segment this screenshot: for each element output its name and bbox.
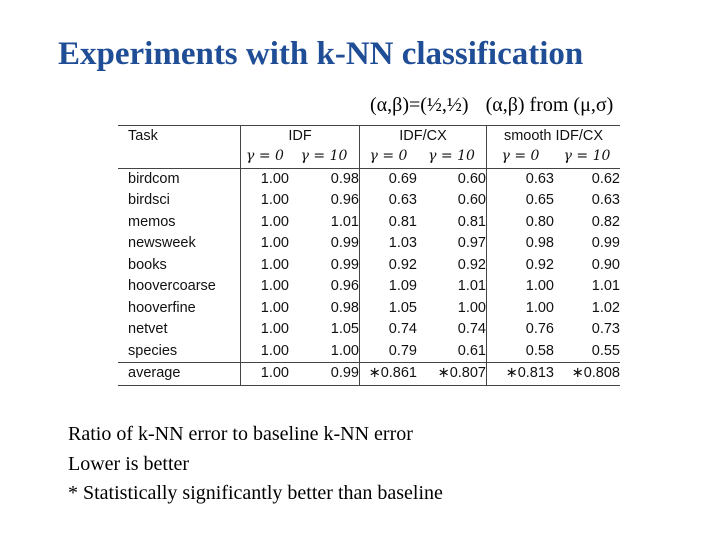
table-cell: 0.73 <box>591 321 620 337</box>
table-cell: 1.00 <box>241 168 290 190</box>
table-cell: 0.65 <box>487 190 555 212</box>
table-cell: 1.00 <box>241 212 290 234</box>
table-cell: 0.92 <box>360 255 418 277</box>
group-header-smooth-idf-cx: smooth IDF/CX <box>487 126 621 147</box>
group-header-row <box>118 126 620 147</box>
table-cell: 0.92 <box>457 256 486 273</box>
table-cell: ∗0.807 <box>417 363 487 386</box>
table-cell: 1.00 <box>487 298 555 320</box>
params-estimated-label: (α,β) from (μ,σ) <box>485 94 614 116</box>
note-significance: * Statistically significantly better than baseline <box>68 482 443 504</box>
table-cell: 1.05 <box>360 298 418 320</box>
table-row <box>118 298 620 320</box>
table-cell: 0.62 <box>591 170 620 187</box>
gamma-header: γ = 0 <box>360 146 418 168</box>
table-cell: 1.00 <box>487 276 555 298</box>
gamma-header: γ = 10 <box>289 146 360 168</box>
table-cell: 1.05 <box>330 321 359 337</box>
task-name: newsweek <box>128 235 196 251</box>
table-cell: 0.98 <box>330 299 359 316</box>
table-cell: 1.09 <box>360 276 418 298</box>
table-row <box>118 319 620 341</box>
table-cell: 0.90 <box>591 256 620 273</box>
table-cell: 0.60 <box>457 170 486 187</box>
table-row <box>118 233 620 255</box>
table-cell: 0.61 <box>457 342 486 359</box>
table-cell: 0.69 <box>360 168 418 190</box>
task-name: birdcom <box>128 170 180 187</box>
slide-title: Experiments with k-NN classification <box>58 36 584 72</box>
gamma-header: γ = 10 <box>417 146 487 168</box>
table-cell: 0.63 <box>360 190 418 212</box>
table-cell: 0.82 <box>591 213 620 230</box>
task-header-spacer <box>118 146 241 168</box>
table-row <box>118 276 620 298</box>
table-cell: 1.01 <box>591 278 620 294</box>
table-row <box>118 212 620 234</box>
gamma-header: γ = 0 <box>487 146 555 168</box>
table-cell: 1.01 <box>330 213 359 230</box>
table-cell: 0.99 <box>330 256 359 273</box>
parameter-settings <box>370 94 613 117</box>
table-cell: 0.79 <box>360 341 418 363</box>
table-cell: 0.60 <box>457 192 486 208</box>
params-fixed-label: (α,β)=(½,½) <box>370 94 469 116</box>
table-cell: 0.74 <box>360 319 418 341</box>
task-name: average <box>118 363 241 386</box>
table-cell: 1.01 <box>457 278 486 294</box>
table-cell: 0.98 <box>487 233 555 255</box>
average-row <box>118 363 620 386</box>
table-cell: 0.81 <box>360 212 418 234</box>
table-cell: 1.02 <box>591 299 620 316</box>
table-cell: 0.97 <box>457 235 486 251</box>
table-cell: 0.96 <box>330 278 359 294</box>
table-cell: 0.92 <box>487 255 555 277</box>
note-lower-better: Lower is better <box>68 452 190 475</box>
table-cell: 0.74 <box>457 321 486 337</box>
table-cell: 0.58 <box>487 341 555 363</box>
table-cell: 0.99 <box>591 235 620 251</box>
group-header-idf: IDF <box>241 126 360 147</box>
task-name: birdsci <box>128 192 170 208</box>
table-cell: ∗0.813 <box>487 363 555 386</box>
table-cell: 1.00 <box>330 342 359 359</box>
table-cell: 0.63 <box>591 192 620 208</box>
table-cell: 1.00 <box>241 276 290 298</box>
table-row <box>118 168 620 190</box>
notes <box>68 420 443 509</box>
gamma-header-row <box>118 146 620 168</box>
table-cell: 1.00 <box>241 298 290 320</box>
table-cell: 1.03 <box>360 233 418 255</box>
table-cell: 0.80 <box>487 212 555 234</box>
table-cell: 1.00 <box>241 319 290 341</box>
group-header-idf-cx: IDF/CX <box>360 126 487 147</box>
table-cell: 0.55 <box>591 342 620 359</box>
note-ratio: Ratio of k-NN error to baseline k-NN error <box>68 423 413 445</box>
table-cell: 0.99 <box>330 235 359 251</box>
task-name: hoovercoarse <box>128 278 216 294</box>
gamma-header: γ = 0 <box>241 146 290 168</box>
task-name: hooverfine <box>128 299 196 316</box>
table-cell: 1.00 <box>241 255 290 277</box>
table-cell: 1.00 <box>241 190 290 212</box>
table-row <box>118 255 620 277</box>
table-cell: 0.81 <box>457 213 486 230</box>
table-row <box>118 190 620 212</box>
table-cell: 0.63 <box>487 168 555 190</box>
task-column-header: Task <box>118 126 241 147</box>
table-row <box>118 341 620 363</box>
task-name: species <box>128 342 178 359</box>
table-cell: 0.96 <box>330 192 359 208</box>
task-name: books <box>128 256 167 273</box>
table-cell: 0.98 <box>330 170 359 187</box>
table-cell: 1.00 <box>241 341 290 363</box>
task-name: memos <box>128 213 176 230</box>
table-cell: 0.99 <box>289 363 360 386</box>
table-cell: 1.00 <box>241 233 290 255</box>
table-cell: ∗0.808 <box>554 363 620 386</box>
table-cell: 1.00 <box>457 299 486 316</box>
table-cell: ∗0.861 <box>360 363 418 386</box>
gamma-header: γ = 10 <box>554 146 620 168</box>
results-table <box>118 125 620 386</box>
table-cell: 0.76 <box>487 319 555 341</box>
task-name: netvet <box>128 321 168 337</box>
table-cell: 1.00 <box>241 363 290 386</box>
